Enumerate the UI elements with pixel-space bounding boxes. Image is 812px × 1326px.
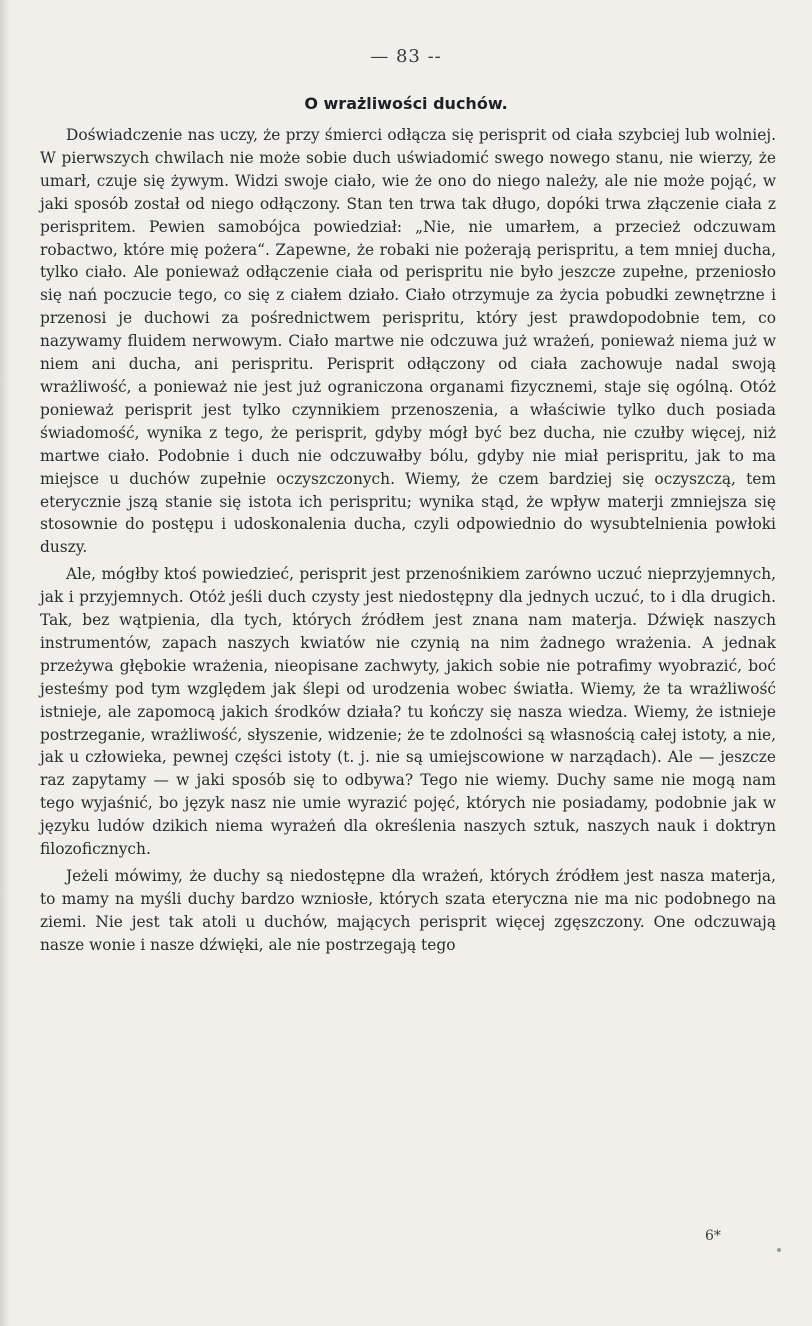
- paragraph-1: Doświadczenie nas uczy, że przy śmierci odłącza się perisprit od ciała szybciej lub wolniej. W pierwszych chwilach nie może sobie duch uświadomić swego nowego stanu, nie wierzy, że umarł, czuje się żywym. Widzi swoje ciało, wie że ono do niego należy, ale nie może pojąć, w jaki sposób został od niego odłączony. Stan ten trwa tak długo, dopóki trwa złączenie ciała z perispritem. Pewien samobójca powiedział: „Nie, nie umarłem, a przecież odczuwam robactwo, które mię pożera“. Zapewne, że robaki nie pożerają perispritu, a tem mniej ducha, tylko ciało. Ale ponieważ odłączenie ciała od perispritu nie było jeszcze zupełne, przeniosło się nań poczucie tego, co się z ciałem działo. Ciało otrzymuje za życia pobudki zewnętrzne i przenosi je duchowi za pośrednictwem perispritu, który jest prawdopodobnie tem, co nazywamy fluidem nerwowym. Ciało martwe nie odczuwa już wrażeń, ponieważ niema już w niem ani ducha, ani perispritu. Perisprit odłączony od ciała zachowuje nadal swoją wrażliwość, a ponieważ nie jest już ograniczona organami fizycznemi, staje się ogólną. Otóż ponieważ perisprit jest tylko czynnikiem przenoszenia, a właściwie tylko duch posiada świadomość, wynika z tego, że perisprit, gdyby mógł być bez ducha, nie czułby więcej, niż martwe ciało. Podobnie i duch nie odczuwałby bólu, gdyby nie miał perispritu, jak to ma miejsce u duchów zupełnie oczyszczonych. Wiemy, że czem bardziej się oczyszczą, tem eterycznie jszą stanie się istota ich perispritu; wynika stąd, że wpływ materji zmniejsza się stosownie do postępu i udoskonalenia ducha, czyli odpowiednio do wysubtelnienia powłoki duszy.: [40, 126, 776, 557]
- paragraph-3: Jeżeli mówimy, że duchy są niedostępne dla wrażeń, których źródłem jest nasza materja, to mamy na myśli duchy bardzo wzniosłe, których szata eteryczna nie ma nic podobnego na ziemi. Nie jest tak atoli u duchów, mających perisprit więcej zgęszczony. One odczuwają nasze wonie i nasze dźwięki, ale nie postrzegają tego: [40, 867, 776, 954]
- paragraph-2: Ale, mógłby ktoś powiedzieć, perisprit jest przenośnikiem zarówno uczuć nieprzyjemnych, jak i przyjemnych. Otóż jeśli duch czysty jest niedostępny dla jednych uczuć, to i dla drugich. Tak, bez wątpienia, dla tych, których źródłem jest znana nam materja. Dźwięk naszych instrumentów, zapach naszych kwiatów nie czynią na nim żadnego wrażenia. A jednak przeżywa głębokie wrażenia, nieopisane zachwyty, jakich sobie nie potrafimy wyobrazić, boć jesteśmy pod tym względem jak ślepi od urodzenia wobec światła. Wiemy, że ta wrażliwość istnieje, ale zapomocą jakich środków działa? tu kończy się nasza wiedza. Wiemy, że istnieje postrzeganie, wrażliwość, słyszenie, widzenie; że te zdolności są własnością całej istoty, a nie, jak u człowieka, pewnej części istoty (t. j. nie są umiejscowione w narządach). Ale — jeszcze raz zapytamy — w jaki sposób się to odbywa? Tego nie wiemy. Duchy same nie mogą nam tego wyjaśnić, bo język nasz nie umie wyrazić pojęć, których nie posiadamy, podobnie jak w języku ludów dzikich niema wyrażeń dla określenia naszych sztuk, naszych nauk i doktryn filozoficznych.: [40, 565, 776, 859]
- chapter-heading: O wrażliwości duchów.: [304, 94, 508, 113]
- ink-speck: [777, 1248, 781, 1252]
- page-number: — 83 --: [370, 46, 442, 67]
- printer-signature-mark: 6*: [705, 1228, 721, 1244]
- body-text: [40, 124, 776, 957]
- page-gutter-shadow: [0, 0, 10, 1326]
